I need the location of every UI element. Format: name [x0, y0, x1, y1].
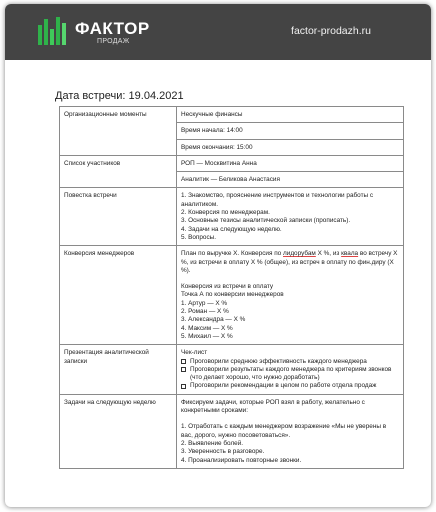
checklist-item: Проговорили результаты каждого менеджера по критериям звонков (что делает хорошо, что нужно доработать) — [181, 366, 399, 383]
tasks-cell — [177, 394, 404, 468]
participant-analyst: Аналитик — Беликова Анастасия — [177, 172, 404, 188]
row-label: Задачи на следующую неделю — [60, 394, 177, 468]
brand-header — [5, 4, 431, 60]
row-label: Презентация аналитической записки — [60, 345, 177, 394]
conversion-cell — [177, 246, 404, 345]
row-label: Организационные моменты — [60, 107, 177, 156]
brand-subtitle: ПРОДАЖ — [97, 38, 130, 45]
list-item: 3. Александра — X % — [181, 316, 246, 324]
document-page — [5, 4, 431, 507]
row-label: Повестка встречи — [60, 188, 177, 246]
list-item: 3. Основные тезисы аналитической записки (прописать). — [181, 217, 351, 225]
list-item: 4. Проанализировать повторные звонки. — [181, 456, 302, 464]
tasks-intro: Фиксируем задачи, которые РОП взял в работу, желательно с конкретными сроками: — [181, 398, 365, 415]
list-item: 2. Конверсия по менеджерам. — [181, 209, 270, 217]
logo-bars-icon — [37, 15, 71, 49]
site-url[interactable]: factor-prodazh.ru — [291, 25, 371, 37]
list-item: 2. Роман — X % — [181, 308, 229, 316]
checkbox-icon[interactable] — [181, 384, 186, 389]
org-start-time: Время начала: 14:00 — [177, 123, 404, 139]
conversion-plan: План по выручке X. Конверсия по лидорубам X %, из квала во встречу X %, из встречи в оплату X % (общее), из встреч в оплату по фин.диру (X %). — [181, 250, 398, 274]
list-item: 5. Михаил — X % — [181, 332, 233, 340]
list-item: 1. Отработать с каждым менеджером возражение «Мы не уверены в вас, дорого, нужно посоветоваться». — [181, 423, 387, 439]
table-row — [60, 188, 404, 246]
checklist-item: Проговорили рекомендации в целом по работе отдела продаж — [181, 382, 399, 390]
org-company: Нескучные финансы — [177, 107, 404, 123]
conversion-subtitle: Точка А по конверсии менеджеров — [181, 291, 284, 299]
table-row — [60, 394, 404, 468]
table-row — [60, 246, 404, 345]
list-item: 4. Задачи на следующую неделю. — [181, 225, 282, 233]
checklist-title: Чек-лист — [181, 349, 208, 357]
table-row — [60, 155, 404, 171]
table-row — [60, 345, 404, 394]
brand-title: ФАКТОР — [75, 19, 150, 38]
participant-rop: РОП — Москвитина Анна — [177, 155, 404, 171]
row-label: Список участников — [60, 155, 177, 188]
checkbox-icon[interactable] — [181, 359, 186, 364]
meeting-date: Дата встречи: 19.04.2021 — [55, 90, 184, 102]
list-item: 1. Артур — X % — [181, 299, 228, 307]
table-row — [60, 107, 404, 123]
agenda-cell — [177, 188, 404, 246]
checklist-cell — [177, 345, 404, 394]
meeting-protocol-table — [59, 106, 404, 469]
checklist-item: Проговорили среднюю эффективность каждого менеджера — [181, 358, 399, 366]
checkbox-icon[interactable] — [181, 367, 186, 372]
row-label: Конверсия менеджеров — [60, 246, 177, 345]
list-item: 4. Максим — X % — [181, 324, 233, 332]
org-end-time: Время окончания: 15:00 — [177, 139, 404, 155]
conversion-subtitle: Конверсия из встречи в оплату — [181, 283, 274, 291]
list-item: 2. Выявление болей. — [181, 439, 244, 447]
list-item: 5. Вопросы. — [181, 233, 217, 241]
list-item: 1. Знакомство, прояснение инструментов и технологии работы с аналитиком. — [181, 192, 374, 208]
list-item: 3. Уверенность в разговоре. — [181, 448, 265, 456]
